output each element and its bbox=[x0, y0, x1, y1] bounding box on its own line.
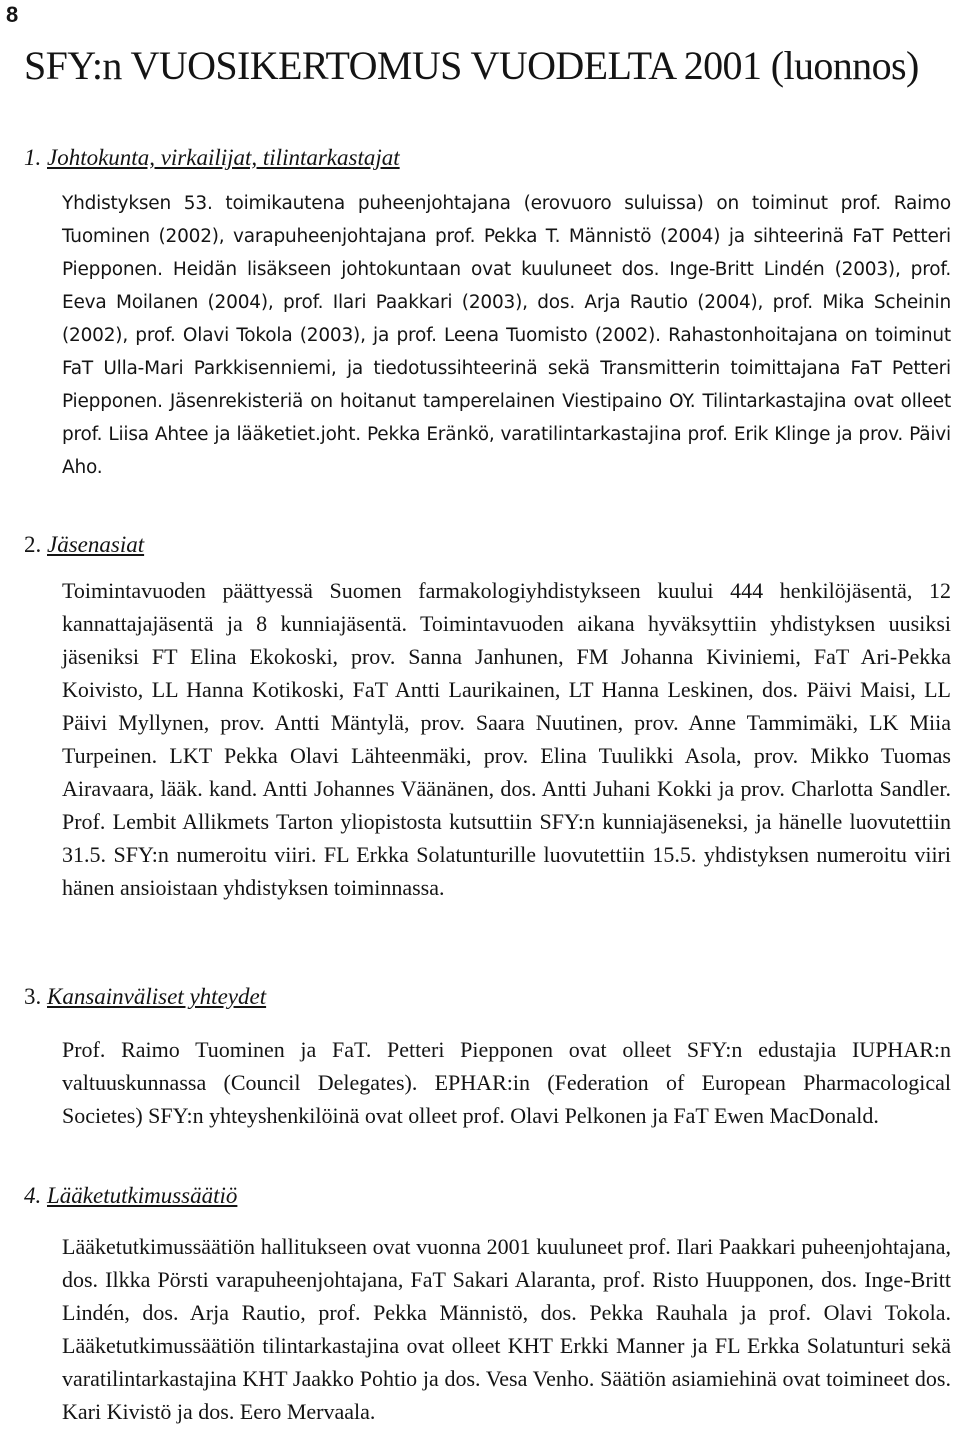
section-number: 4. bbox=[24, 1183, 42, 1208]
section-1-heading bbox=[24, 143, 400, 173]
page-number: 8 bbox=[6, 2, 19, 27]
section-1-paragraph: Yhdistyksen 53. toimikautena puheenjohtajana (erovuoro suluissa) on toiminut prof. Raimo Tuominen (2002), varapuheenjohtajana prof. Pekka T. Männistö (2004) ja sihteerinä FaT Petteri Piepponen. Heidän lisäkseen johtokuntaan ovat kuuluneet dos. Inge-Britt Lindén (2003), prof. Eeva Moilanen (2004), prof. Ilari Paakkari (2003), dos. Arja Rautio (2004), prof. Mika Scheinin (2002), prof. Olavi Tokola (2003), ja prof. Leena Tuomisto (2002). Rahastonhoitajana on toiminut FaT Ulla-Mari Parkkisenniemi, ja tiedotussihteerinä sekä Transmitterin toimittajana FaT Petteri Piepponen. Jäsenrekisteriä on hoitanut tamperelainen Viestipaino OY. Tilintarkastajina ovat olleet prof. Liisa Ahtee ja lääketiet.joht. Pekka Eränkö, varatilintarkastajina prof. Erik Klinge ja prov. Päivi Aho. bbox=[62, 193, 951, 478]
section-4-paragraph: Lääketutkimussäätiön hallitukseen ovat vuonna 2001 kuuluneet prof. Ilari Paakkari puheenjohtajana, dos. Ilkka Pörsti varapuheenjohtajana, FaT Sakari Alaranta, prof. Risto Huupponen, dos. Inge-Britt Lindén, dos. Arja Rautio, prof. Pekka Männistö, dos. Pekka Rauhala ja prof. Olavi Tokola. Lääketutkimussäätiön tilintarkastajina ovat olleet KHT Erkki Manner ja FL Erkka Solatunturi sekä varatilintarkastajina KHT Jaakko Pohtio ja dos. Vesa Venho. Säätiön asiamiehinä ovat toimineet dos. Kari Kivistö ja dos. Eero Mervaala. bbox=[62, 1234, 951, 1424]
section-number: 1. bbox=[24, 145, 42, 170]
section-2-heading bbox=[24, 530, 144, 560]
section-title: Lääketutkimussäätiö bbox=[47, 1183, 238, 1208]
section-number: 2. bbox=[24, 532, 42, 557]
section-title: Johtokunta, virkailijat, tilintarkastajat bbox=[47, 145, 400, 170]
section-4-heading bbox=[24, 1181, 237, 1211]
document-title: SFY:n VUOSIKERTOMUS VUODELTA 2001 (luonnos) bbox=[24, 43, 919, 88]
section-number: 3. bbox=[24, 984, 42, 1009]
section-3-heading bbox=[24, 982, 266, 1012]
section-3-paragraph: Prof. Raimo Tuominen ja FaT. Petteri Piepponen ovat olleet SFY:n edustajia IUPHAR:n valtuuskunnassa (Council Delegates). EPHAR:in (Federation of European Pharmacological Societes) SFY:n yhteyshenkilöinä ovat olleet prof. Olavi Pelkonen ja FaT Ewen MacDonald. bbox=[62, 1037, 951, 1128]
section-title: Jäsenasiat bbox=[47, 532, 145, 557]
section-title: Kansainväliset yhteydet bbox=[47, 984, 267, 1009]
section-2-paragraph: Toimintavuoden päättyessä Suomen farmakologiyhdistykseen kuului 444 henkilöjäsentä, 12 kannattajajäsentä ja 8 kunniajäsentä. Toimintavuoden aikana hyväksyttiin yhdistyksen uusiksi jäseniksi FT Elina Ekokoski, prov. Sanna Janhunen, FM Johanna Kiviniemi, FaT Ari-Pekka Koivisto, LL Hanna Kotikoski, FaT Antti Laurikainen, LT Hanna Leskinen, dos. Päivi Maisi, LL Päivi Myllynen, prov. Antti Mäntylä, prov. Saara Nuutinen, prov. Anne Tammimäki, LK Miia Turpeinen. LKT Pekka Olavi Lähteenmäki, prov. Elina Tuulikki Asola, prov. Mikko Tuomas Airavaara, lääk. kand. Antti Johannes Väänänen, dos. Antti Juhani Kokki ja prov. Charlotta Sandler. Prof. Lembit Allikmets Tarton yliopistosta kutsuttiin SFY:n kunniajäseneksi, ja hänelle luovutettiin 31.5. SFY:n numeroitu viiri. FL Erkka Solatunturille luovutettiin 15.5. yhdistyksen numeroitu viiri hänen ansioistaan yhdistyksen toiminnassa. bbox=[62, 578, 951, 900]
